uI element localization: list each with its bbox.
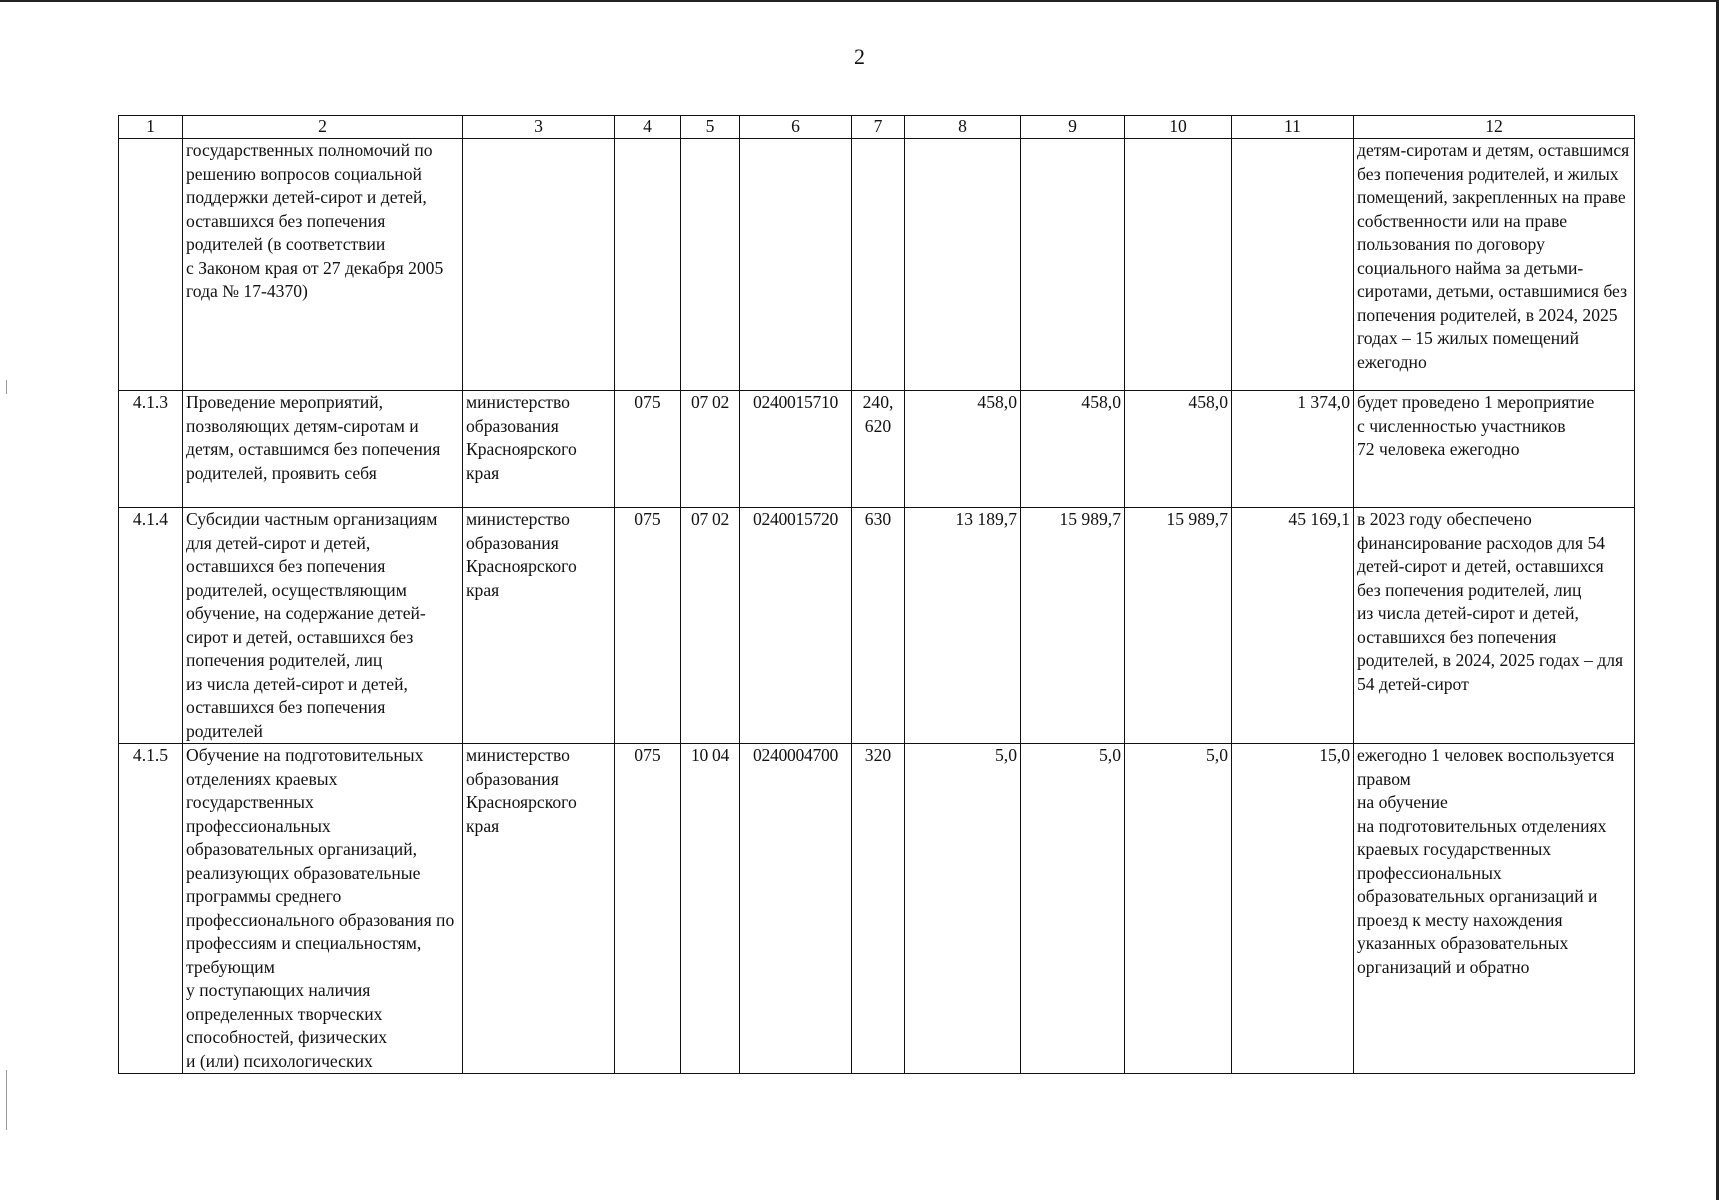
executor-cell [463, 139, 615, 391]
amount-2023-cell [905, 139, 1021, 391]
csr-cell: 0240015720 [740, 508, 852, 744]
executor-cell: министерство образования Красноярского края [463, 391, 615, 508]
csr-cell: 0240004700 [740, 744, 852, 1074]
expected-result-cell: детям-сиротам и детям, оставшимся без попечения родителей, и жилых помещений, закрепленных на праве собственности или на праве пользования по договору социального найма за детьми-сиротами, детьми, оставшимися без попечения родителей, в 2024, 2025 годах – 15 жилых помещений ежегодно [1354, 139, 1635, 391]
rzpr-cell: 10 04 [681, 744, 740, 1074]
amount-2024-cell: 458,0 [1021, 391, 1125, 508]
column-header: 6 [740, 116, 852, 139]
grbs-cell: 075 [615, 391, 681, 508]
executor-cell: министерство образования Красноярского края [463, 508, 615, 744]
column-header: 9 [1021, 116, 1125, 139]
expected-result-cell: ежегодно 1 человек воспользуется правом на обучение на подготовительных отделениях краевых государственных профессиональных образовательных организаций и проезд к месту нахождения указанных образовательных организаций и обратно [1354, 744, 1635, 1074]
column-header: 7 [852, 116, 905, 139]
column-header: 11 [1232, 116, 1354, 139]
table-row [119, 391, 1635, 508]
table-row [119, 139, 1635, 391]
amount-2023-cell: 13 189,7 [905, 508, 1021, 744]
column-number-row [119, 116, 1635, 139]
amount-total-cell: 1 374,0 [1232, 391, 1354, 508]
grbs-cell [615, 139, 681, 391]
amount-total-cell: 45 169,1 [1232, 508, 1354, 744]
item-number-cell [119, 139, 183, 391]
page-number: 2 [854, 44, 865, 69]
expected-result-cell: в 2023 году обеспечено финансирование расходов для 54 детей-сирот и детей, оставшихся без попечения родителей, лиц из числа детей-сирот и детей, оставшихся без попечения родителей, в 2024, 2025 годах – для 54 детей-сирот [1354, 508, 1635, 744]
activity-name-cell: Проведение мероприятий, позволяющих детям-сиротам и детям, оставшимся без попечения родителей, проявить себя [183, 391, 463, 508]
rzpr-cell: 07 02 [681, 508, 740, 744]
activity-name-cell: Субсидии частным организациям для детей-сирот и детей, оставшихся без попечения родителей, осуществляющим обучение, на содержание детей-сирот и детей, оставшихся без попечения родителей, лиц из числа детей-сирот и детей, оставшихся без попечения родителей [183, 508, 463, 744]
amount-2024-cell [1021, 139, 1125, 391]
csr-cell: 0240015710 [740, 391, 852, 508]
activity-name-cell: государственных полномочий по решению вопросов социальной поддержки детей-сирот и детей, оставшихся без попечения родителей (в соответствии с Законом края от 27 декабря 2005 года № 17-4370) [183, 139, 463, 391]
item-number-cell: 4.1.5 [119, 744, 183, 1074]
program-activities-table [118, 115, 1635, 1074]
column-header: 4 [615, 116, 681, 139]
column-header: 3 [463, 116, 615, 139]
table-row [119, 744, 1635, 1074]
amount-2025-cell: 15 989,7 [1125, 508, 1232, 744]
amount-2024-cell: 5,0 [1021, 744, 1125, 1074]
activity-name-cell: Обучение на подготовительных отделениях краевых государственных профессиональных образовательных организаций, реализующих образовательные программы среднего профессионального образования по профессиям и специальностям, требующим у поступающих наличия определенных творческих способностей, физических и (или) психологических [183, 744, 463, 1074]
amount-2024-cell: 15 989,7 [1021, 508, 1125, 744]
column-header: 10 [1125, 116, 1232, 139]
vr-cell: 320 [852, 744, 905, 1074]
amount-2023-cell: 458,0 [905, 391, 1021, 508]
table-row [119, 508, 1635, 744]
column-header: 1 [119, 116, 183, 139]
amount-2025-cell: 458,0 [1125, 391, 1232, 508]
amount-2025-cell [1125, 139, 1232, 391]
rzpr-cell: 07 02 [681, 391, 740, 508]
amount-total-cell [1232, 139, 1354, 391]
amount-total-cell: 15,0 [1232, 744, 1354, 1074]
vr-cell: 240, 620 [852, 391, 905, 508]
amount-2023-cell: 5,0 [905, 744, 1021, 1074]
amount-2025-cell: 5,0 [1125, 744, 1232, 1074]
executor-cell: министерство образования Красноярского края [463, 744, 615, 1074]
item-number-cell: 4.1.3 [119, 391, 183, 508]
rzpr-cell [681, 139, 740, 391]
margin-mark [6, 1070, 7, 1130]
column-header: 2 [183, 116, 463, 139]
vr-cell: 630 [852, 508, 905, 744]
item-number-cell: 4.1.4 [119, 508, 183, 744]
csr-cell [740, 139, 852, 391]
grbs-cell: 075 [615, 744, 681, 1074]
grbs-cell: 075 [615, 508, 681, 744]
column-header: 5 [681, 116, 740, 139]
vr-cell [852, 139, 905, 391]
column-header: 8 [905, 116, 1021, 139]
margin-mark [6, 380, 7, 394]
column-header: 12 [1354, 116, 1635, 139]
expected-result-cell: будет проведено 1 мероприятие с численностью участников 72 человека ежегодно [1354, 391, 1635, 508]
